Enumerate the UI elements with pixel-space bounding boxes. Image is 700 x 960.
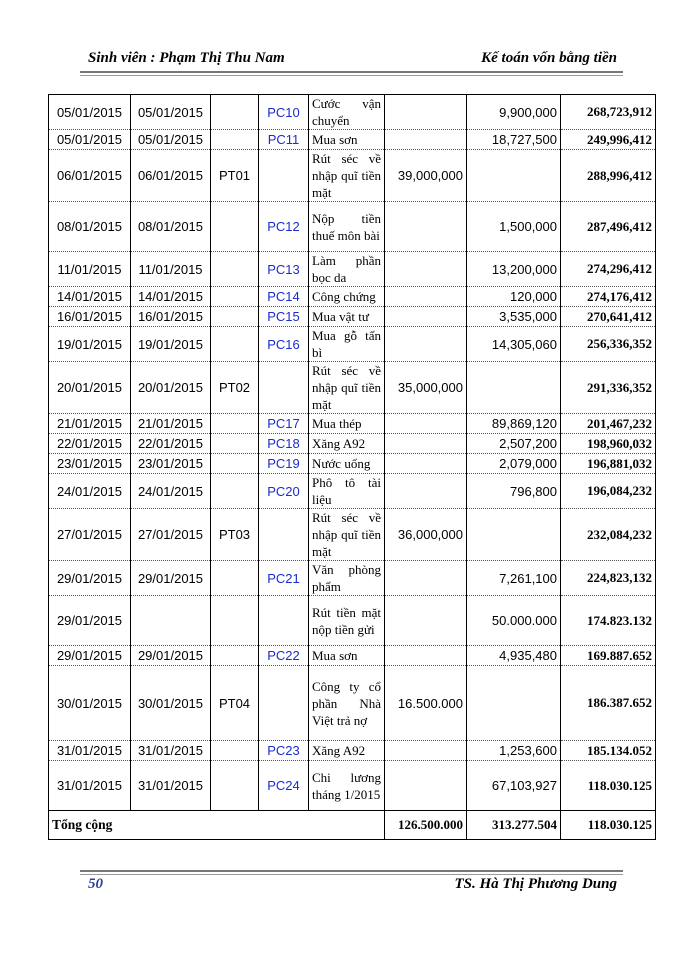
table-row [49, 509, 656, 561]
balance-amount: 287,496,412 [561, 202, 656, 252]
payment-voucher: PC19 [259, 454, 309, 474]
payment-voucher [259, 666, 309, 741]
subject-title: Kế toán vốn bằng tiền [481, 50, 617, 66]
entry-date: 27/01/2015 [49, 509, 131, 561]
description: Mua thép [309, 414, 385, 434]
debit-amount [385, 646, 467, 666]
payment-voucher: PC22 [259, 646, 309, 666]
table-row [49, 741, 656, 761]
debit-amount [385, 414, 467, 434]
balance-amount: 224,823,132 [561, 561, 656, 596]
total-debit: 126.500.000 [385, 811, 467, 840]
header-rule [80, 71, 623, 73]
receipt-voucher [211, 596, 259, 646]
balance-amount: 118.030.125 [561, 761, 656, 811]
entry-date: 31/01/2015 [49, 741, 131, 761]
student-name: Sinh viên : Phạm Thị Thu Nam [88, 50, 285, 66]
payment-voucher: PC24 [259, 761, 309, 811]
debit-amount [385, 95, 467, 130]
table-row [49, 596, 656, 646]
payment-voucher: PC18 [259, 434, 309, 454]
page-header [85, 50, 620, 72]
receipt-voucher [211, 454, 259, 474]
balance-amount: 270,641,412 [561, 307, 656, 327]
entry-date: 21/01/2015 [49, 414, 131, 434]
table-row [49, 95, 656, 130]
voucher-date: 31/01/2015 [131, 741, 211, 761]
voucher-date: 22/01/2015 [131, 434, 211, 454]
credit-amount: 9,900,000 [467, 95, 561, 130]
voucher-date: 27/01/2015 [131, 509, 211, 561]
debit-amount [385, 287, 467, 307]
credit-amount: 7,261,100 [467, 561, 561, 596]
voucher-date: 05/01/2015 [131, 130, 211, 150]
table-row [49, 646, 656, 666]
description: Mua sơn [309, 646, 385, 666]
balance-amount: 196,881,032 [561, 454, 656, 474]
credit-amount: 3,535,000 [467, 307, 561, 327]
balance-amount: 249,996,412 [561, 130, 656, 150]
table-row [49, 454, 656, 474]
table-row [49, 202, 656, 252]
table-row [49, 252, 656, 287]
description: Mua gỗ tấn bì [309, 327, 385, 362]
description: Rút séc về nhập quĩ tiền mặt [309, 509, 385, 561]
debit-amount [385, 434, 467, 454]
credit-amount: 1,500,000 [467, 202, 561, 252]
credit-amount: 2,507,200 [467, 434, 561, 454]
voucher-date: 29/01/2015 [131, 646, 211, 666]
entry-date: 05/01/2015 [49, 95, 131, 130]
entry-date: 19/01/2015 [49, 327, 131, 362]
voucher-date: 24/01/2015 [131, 474, 211, 509]
receipt-voucher [211, 561, 259, 596]
description: Nộp tiền thuế môn bài [309, 202, 385, 252]
balance-amount: 288,996,412 [561, 150, 656, 202]
balance-amount: 174.823.132 [561, 596, 656, 646]
description: Xăng A92 [309, 434, 385, 454]
description: Cước vận chuyển [309, 95, 385, 130]
entry-date: 24/01/2015 [49, 474, 131, 509]
payment-voucher [259, 362, 309, 414]
table-row [49, 761, 656, 811]
entry-date: 31/01/2015 [49, 761, 131, 811]
credit-amount: 14,305,060 [467, 327, 561, 362]
debit-amount [385, 202, 467, 252]
receipt-voucher [211, 414, 259, 434]
credit-amount [467, 362, 561, 414]
total-row [49, 811, 656, 840]
credit-amount: 13,200,000 [467, 252, 561, 287]
total-label: Tổng cộng [49, 811, 385, 840]
debit-amount [385, 252, 467, 287]
description: Công chứng [309, 287, 385, 307]
credit-amount: 1,253,600 [467, 741, 561, 761]
balance-amount: 291,336,352 [561, 362, 656, 414]
table-row [49, 666, 656, 741]
balance-amount: 196,084,232 [561, 474, 656, 509]
entry-date: 30/01/2015 [49, 666, 131, 741]
description: Nước uống [309, 454, 385, 474]
payment-voucher: PC13 [259, 252, 309, 287]
table-row [49, 414, 656, 434]
receipt-voucher [211, 327, 259, 362]
receipt-voucher: PT04 [211, 666, 259, 741]
credit-amount: 89,869,120 [467, 414, 561, 434]
debit-amount [385, 130, 467, 150]
payment-voucher: PC17 [259, 414, 309, 434]
entry-date: 22/01/2015 [49, 434, 131, 454]
table-row [49, 307, 656, 327]
table-row [49, 434, 656, 454]
description: Xăng A92 [309, 741, 385, 761]
author-name: TS. Hà Thị Phương Dung [454, 876, 617, 892]
payment-voucher: PC21 [259, 561, 309, 596]
debit-amount: 16.500.000 [385, 666, 467, 741]
footer-rule [80, 870, 623, 872]
voucher-date: 08/01/2015 [131, 202, 211, 252]
voucher-date: 19/01/2015 [131, 327, 211, 362]
credit-amount: 120,000 [467, 287, 561, 307]
credit-amount: 18,727,500 [467, 130, 561, 150]
table-row [49, 287, 656, 307]
ledger-body [49, 95, 656, 811]
entry-date: 29/01/2015 [49, 561, 131, 596]
receipt-voucher [211, 761, 259, 811]
debit-amount [385, 454, 467, 474]
debit-amount [385, 761, 467, 811]
description: Mua vật tư [309, 307, 385, 327]
voucher-date: 29/01/2015 [131, 561, 211, 596]
debit-amount [385, 474, 467, 509]
receipt-voucher [211, 434, 259, 454]
description: Mua sơn [309, 130, 385, 150]
credit-amount [467, 666, 561, 741]
balance-amount: 186.387.652 [561, 666, 656, 741]
debit-amount [385, 561, 467, 596]
description: Văn phòng phẩm [309, 561, 385, 596]
description: Chi lương tháng 1/2015 [309, 761, 385, 811]
total-credit: 313.277.504 [467, 811, 561, 840]
voucher-date: 16/01/2015 [131, 307, 211, 327]
balance-amount: 201,467,232 [561, 414, 656, 434]
voucher-date: 20/01/2015 [131, 362, 211, 414]
credit-amount [467, 150, 561, 202]
payment-voucher [259, 150, 309, 202]
payment-voucher: PC11 [259, 130, 309, 150]
balance-amount: 268,723,912 [561, 95, 656, 130]
balance-amount: 185.134.052 [561, 741, 656, 761]
balance-amount: 169.887.652 [561, 646, 656, 666]
receipt-voucher [211, 307, 259, 327]
receipt-voucher [211, 741, 259, 761]
payment-voucher [259, 596, 309, 646]
receipt-voucher: PT03 [211, 509, 259, 561]
description: Rút tiền mặt nộp tiền gửi [309, 596, 385, 646]
receipt-voucher: PT02 [211, 362, 259, 414]
receipt-voucher [211, 130, 259, 150]
receipt-voucher [211, 287, 259, 307]
entry-date: 20/01/2015 [49, 362, 131, 414]
debit-amount [385, 327, 467, 362]
table-row [49, 362, 656, 414]
payment-voucher [259, 509, 309, 561]
table-row [49, 327, 656, 362]
description: Làm phần bọc da [309, 252, 385, 287]
footer-rule-thin [80, 874, 623, 875]
entry-date: 29/01/2015 [49, 646, 131, 666]
entry-date: 14/01/2015 [49, 287, 131, 307]
header-rule-thin [80, 75, 623, 76]
entry-date: 11/01/2015 [49, 252, 131, 287]
voucher-date: 30/01/2015 [131, 666, 211, 741]
entry-date: 23/01/2015 [49, 454, 131, 474]
voucher-date: 06/01/2015 [131, 150, 211, 202]
receipt-voucher [211, 252, 259, 287]
cash-ledger-table [48, 94, 656, 840]
balance-amount: 256,336,352 [561, 327, 656, 362]
voucher-date: 11/01/2015 [131, 252, 211, 287]
voucher-date: 23/01/2015 [131, 454, 211, 474]
entry-date: 29/01/2015 [49, 596, 131, 646]
table-row [49, 561, 656, 596]
table-row [49, 474, 656, 509]
credit-amount: 796,800 [467, 474, 561, 509]
receipt-voucher [211, 202, 259, 252]
entry-date: 06/01/2015 [49, 150, 131, 202]
debit-amount [385, 741, 467, 761]
description: Phô tô tài liệu [309, 474, 385, 509]
receipt-voucher: PT01 [211, 150, 259, 202]
receipt-voucher [211, 474, 259, 509]
payment-voucher: PC12 [259, 202, 309, 252]
credit-amount: 50.000.000 [467, 596, 561, 646]
credit-amount: 2,079,000 [467, 454, 561, 474]
receipt-voucher [211, 95, 259, 130]
total-balance: 118.030.125 [561, 811, 656, 840]
payment-voucher: PC23 [259, 741, 309, 761]
voucher-date: 21/01/2015 [131, 414, 211, 434]
voucher-date: 14/01/2015 [131, 287, 211, 307]
page-footer [85, 876, 620, 898]
entry-date: 05/01/2015 [49, 130, 131, 150]
voucher-date: 31/01/2015 [131, 761, 211, 811]
debit-amount [385, 307, 467, 327]
table-row [49, 130, 656, 150]
balance-amount: 274,176,412 [561, 287, 656, 307]
debit-amount [385, 596, 467, 646]
voucher-date [131, 596, 211, 646]
debit-amount: 35,000,000 [385, 362, 467, 414]
debit-amount: 39,000,000 [385, 150, 467, 202]
payment-voucher: PC10 [259, 95, 309, 130]
payment-voucher: PC15 [259, 307, 309, 327]
description: Rút séc về nhập quĩ tiền mặt [309, 150, 385, 202]
credit-amount [467, 509, 561, 561]
payment-voucher: PC16 [259, 327, 309, 362]
balance-amount: 274,296,412 [561, 252, 656, 287]
entry-date: 08/01/2015 [49, 202, 131, 252]
payment-voucher: PC20 [259, 474, 309, 509]
description: Rút séc về nhập quĩ tiền mặt [309, 362, 385, 414]
receipt-voucher [211, 646, 259, 666]
balance-amount: 232,084,232 [561, 509, 656, 561]
voucher-date: 05/01/2015 [131, 95, 211, 130]
balance-amount: 198,960,032 [561, 434, 656, 454]
page-number: 50 [88, 876, 103, 892]
payment-voucher: PC14 [259, 287, 309, 307]
description: Công ty cổ phần Nhà Việt trả nợ [309, 666, 385, 741]
debit-amount: 36,000,000 [385, 509, 467, 561]
entry-date: 16/01/2015 [49, 307, 131, 327]
credit-amount: 4,935,480 [467, 646, 561, 666]
credit-amount: 67,103,927 [467, 761, 561, 811]
table-row [49, 150, 656, 202]
